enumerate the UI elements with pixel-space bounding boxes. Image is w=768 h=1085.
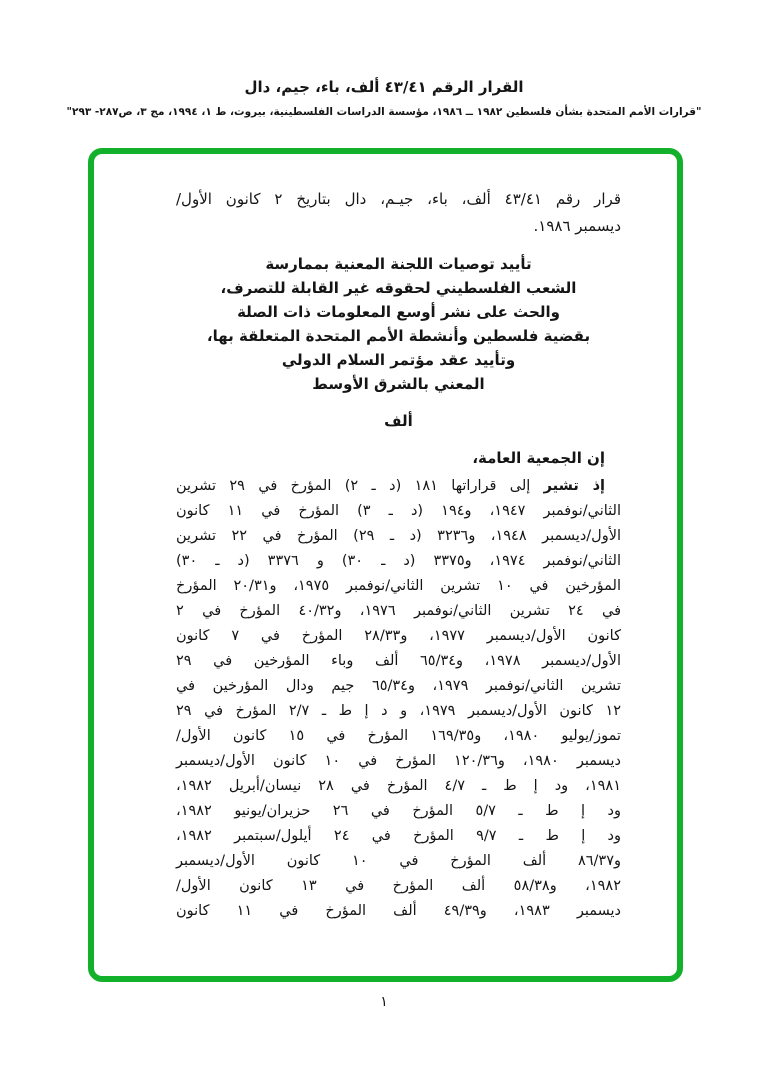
intro-line: قرار رقم ٤٣/٤١ ألف، باء، جيـم، دال بتاريخ ٢ كانون الأول/ — [176, 190, 621, 208]
body-line: كانون الأول/ديسمبر ١٩٧٧، و٢٨/٣٣ المؤرخ في ٧ كانون — [176, 628, 622, 644]
resolution-title — [176, 252, 621, 396]
body-line: ديسمبر ١٩٨٣، و٤٩/٣٩ ألف المؤرخ في ١١ كانون — [176, 903, 622, 919]
preamble-clause — [176, 474, 621, 924]
resolution-green-frame — [88, 148, 683, 982]
body-line: ١٢ كانون الأول/ديسمبر ١٩٧٩، و د إ ط ـ ٢/٧ المؤرخ في ٢٩ — [176, 703, 622, 719]
body-line: في ٢٤ تشرين الثاني/نوفمبر ١٩٧٦، و٤٠/٣٢ المؤرخ في ٢ — [176, 603, 621, 619]
source-citation: "قرارات الأمم المتحدة بشأن فلسطين ١٩٨٢ ــ ١٩٨٦، مؤسسة الدراسات الفلسطينية، بيروت، ط ١، ١٩٩٤، مج ٣، ص٢٨٧- ٢٩٣" — [66, 106, 702, 118]
body-line: تشرين الثاني/نوفمبر ١٩٧٩، و٦٥/٣٤ جيم ودال المؤرخين في — [176, 678, 621, 694]
title-line: والحث على نشر أوسع المعلومات ذات الصلة — [237, 303, 560, 321]
title-line: المعني بالشرق الأوسط — [312, 375, 485, 393]
body-line: الثاني/نوفمبر ١٩٧٤، و٣٣٧٥ (د ـ ٣٠) و ٣٣٧٦ (د ـ ٣٠) — [176, 553, 621, 569]
body-line: الأول/ديسمبر ١٩٧٨، و٦٥/٣٤ ألف وباء المؤرخين في ٢٩ — [176, 653, 621, 669]
body-line — [176, 474, 621, 499]
body-line: الثاني/نوفمبر ١٩٤٧، و١٩٤ (د ـ ٣) المؤرخ في ١١ كانون — [176, 503, 621, 519]
body-line: ود إ ط ـ ٩/٧ المؤرخ في ٢٤ أيلول/سبتمبر ١٩٨٢، — [176, 828, 621, 844]
preamble-opening: إن الجمعية العامة، — [472, 449, 605, 467]
intro-paragraph — [176, 186, 621, 240]
body-line: ديسمبر ١٩٨٠، و١٢٠/٣٦ المؤرخ في ١٠ كانون الأول/ديسمبر — [176, 753, 622, 769]
section-label-alif: ألف — [384, 412, 413, 430]
body-line: ١٩٨٢، و٥٨/٣٨ ألف المؤرخ في ١٣ كانون الأول/ — [176, 878, 622, 894]
title-line: بقضية فلسطين وأنشطة الأمم المتحدة المتعلقة بها، — [206, 327, 591, 345]
body-line: و٨٦/٣٧ ألف المؤرخ في ١٠ كانون الأول/ديسمبر — [176, 853, 622, 869]
clause-lead: إذ تشير — [543, 478, 605, 494]
title-line: وتأييد عقد مؤتمر السلام الدولي — [281, 351, 516, 369]
body-line: المؤرخين في ١٠ تشرين الثاني/نوفمبر ١٩٧٥، و٢٠/٣١ المؤرخ — [176, 578, 621, 594]
body-line: الأول/ديسمبر ١٩٤٨، و٣٢٣٦ (د ـ ٢٩) المؤرخ في ٢٢ تشرين — [176, 528, 622, 544]
body-line-text: إلى قراراتها ١٨١ (د ـ ٢) المؤرخ في ٢٩ تشرين — [176, 478, 544, 494]
body-line: تموز/يوليو ١٩٨٠، و١٦٩/٣٥ المؤرخ في ١٥ كانون الأول/ — [176, 728, 622, 744]
title-line: تأييد توصيات اللجنة المعنية بممارسة — [265, 255, 532, 273]
page-number: ١ — [380, 994, 388, 1010]
intro-line: ديسمبر ١٩٨٦. — [533, 217, 621, 235]
body-line: ١٩٨١، ود إ ط ـ ٤/٧ المؤرخ في ٢٨ نيسان/أبريل ١٩٨٢، — [176, 778, 621, 794]
body-line: ود إ ط ـ ٥/٧ المؤرخ في ٢٦ حزيران/يونيو ١٩٨٢، — [176, 803, 621, 819]
title-line: الشعب الفلسطيني لحقوقه غير القابلة للتصرف، — [220, 279, 577, 297]
page-header-title: القرار الرقم ٤٣/٤١ ألف، باء، جيم، دال — [244, 78, 524, 96]
resolution-content — [176, 154, 621, 924]
